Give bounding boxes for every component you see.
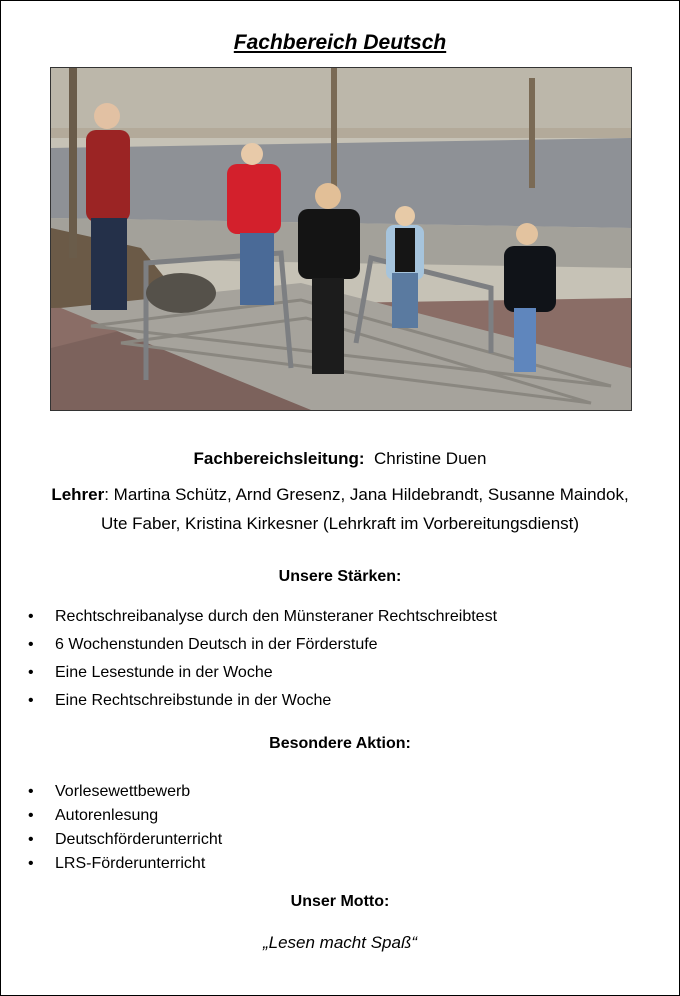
- strengths-heading: Unsere Stärken:: [278, 568, 402, 585]
- list-item: • Eine Lesestunde in der Woche: [28, 659, 497, 687]
- motto-heading: Unser Motto:: [290, 893, 390, 910]
- list-item: • Autorenlesung: [28, 804, 222, 828]
- list-item: • Vorlesewettbewerb: [28, 780, 222, 804]
- page-title: Fachbereich Deutsch: [233, 31, 447, 54]
- list-item: • Eine Rechtschreibstunde in der Woche: [28, 687, 497, 715]
- list-item: • LRS-Förderunterricht: [28, 852, 222, 876]
- person-1: [86, 103, 130, 310]
- group-photo-illustration: [51, 68, 631, 410]
- teachers-label: Lehrer: [51, 485, 105, 504]
- actions-heading: Besondere Aktion:: [269, 735, 411, 752]
- leadership-label: Fachbereichsleitung:: [193, 449, 365, 468]
- teachers-names-2: Ute Faber, Kristina Kirkesner (Lehrkraft im Vorbereitungsdienst): [100, 514, 580, 533]
- teachers-block: [11, 480, 669, 538]
- leadership-line: [1, 449, 679, 469]
- actions-list: [28, 780, 222, 876]
- list-item: • 6 Wochenstunden Deutsch in der Förderstufe: [28, 631, 497, 659]
- teachers-line-1: [11, 480, 669, 509]
- group-photo: [50, 67, 632, 411]
- leadership-name: Christine Duen: [373, 449, 487, 468]
- strengths-list: [28, 603, 497, 715]
- list-item: • Deutschförderunterricht: [28, 828, 222, 852]
- list-item: • Rechtschreibanalyse durch den Münsteraner Rechtschreibtest: [28, 603, 497, 631]
- teachers-names-1: : Martina Schütz, Arnd Gresenz, Jana Hildebrandt, Susanne Maindok,: [104, 485, 629, 504]
- motto-text: „Lesen macht Spaß“: [262, 933, 417, 952]
